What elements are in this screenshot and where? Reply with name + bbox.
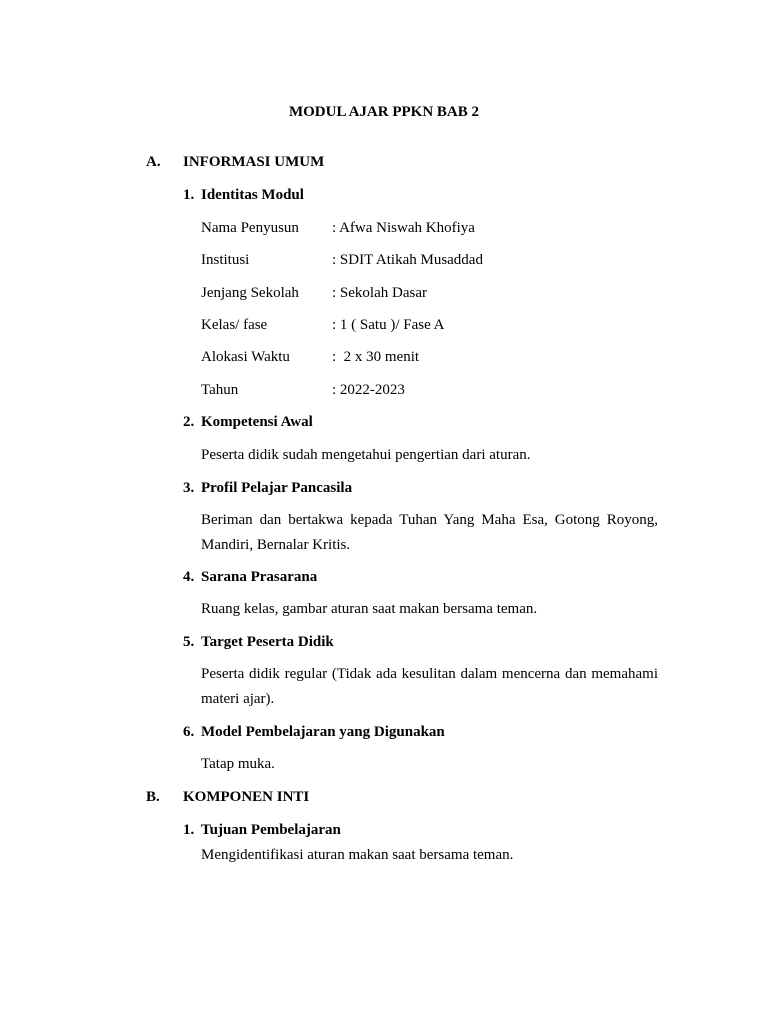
tujuan-text: Mengidentifikasi aturan makan saat bersama teman. (201, 847, 514, 863)
item-number: 1. (183, 187, 195, 203)
identity-value: : 1 ( Satu )/ Fase A (332, 317, 445, 333)
identity-label: Nama Penyusun (201, 220, 299, 236)
identity-label: Tahun (201, 382, 239, 398)
section-b-letter: B. (146, 789, 160, 805)
section-a-heading: INFORMASI UMUM (183, 154, 325, 170)
target-heading: Target Peserta Didik (201, 634, 334, 650)
profil-text: Beriman dan bertakwa kepada Tuhan Yang Maha Esa, Gotong Royong, Mandiri, Bernalar Kritis. (201, 512, 658, 553)
model-heading: Model Pembelajaran yang Digunakan (201, 724, 445, 740)
profil-heading: Profil Pelajar Pancasila (201, 480, 353, 496)
target-text: Peserta didik regular (Tidak ada kesulitan dalam mencerna dan memahami materi ajar). (201, 666, 658, 707)
identity-value: : 2022-2023 (332, 382, 405, 398)
identity-label: Jenjang Sekolah (201, 285, 299, 301)
section-a-letter: A. (146, 154, 161, 170)
identity-label: Institusi (201, 252, 250, 268)
identitas-heading: Identitas Modul (201, 187, 304, 203)
item-number: 4. (183, 569, 195, 585)
document-title: MODUL AJAR PPKN BAB 2 (288, 104, 479, 120)
section-b-heading: KOMPONEN INTI (183, 789, 310, 805)
tujuan-heading: Tujuan Pembelajaran (201, 822, 341, 838)
model-text: Tatap muka. (201, 756, 275, 772)
identity-label: Alokasi Waktu (201, 349, 290, 365)
identity-label: Kelas/ fase (201, 317, 268, 333)
item-number: 5. (183, 634, 195, 650)
item-number: 6. (183, 724, 195, 740)
item-number: 3. (183, 480, 195, 496)
identity-value: : Afwa Niswah Khofiya (332, 220, 475, 236)
item-number: 2. (183, 414, 195, 430)
identity-value: : Sekolah Dasar (332, 285, 427, 301)
kompetensi-heading: Kompetensi Awal (201, 414, 313, 430)
identity-value: : 2 x 30 menit (332, 349, 420, 365)
sarana-text: Ruang kelas, gambar aturan saat makan bersama teman. (201, 601, 538, 617)
sarana-heading: Sarana Prasarana (201, 569, 318, 585)
item-number: 1. (183, 822, 195, 838)
kompetensi-text: Peserta didik sudah mengetahui pengertian dari aturan. (201, 447, 531, 463)
identity-value: : SDIT Atikah Musaddad (332, 252, 483, 268)
